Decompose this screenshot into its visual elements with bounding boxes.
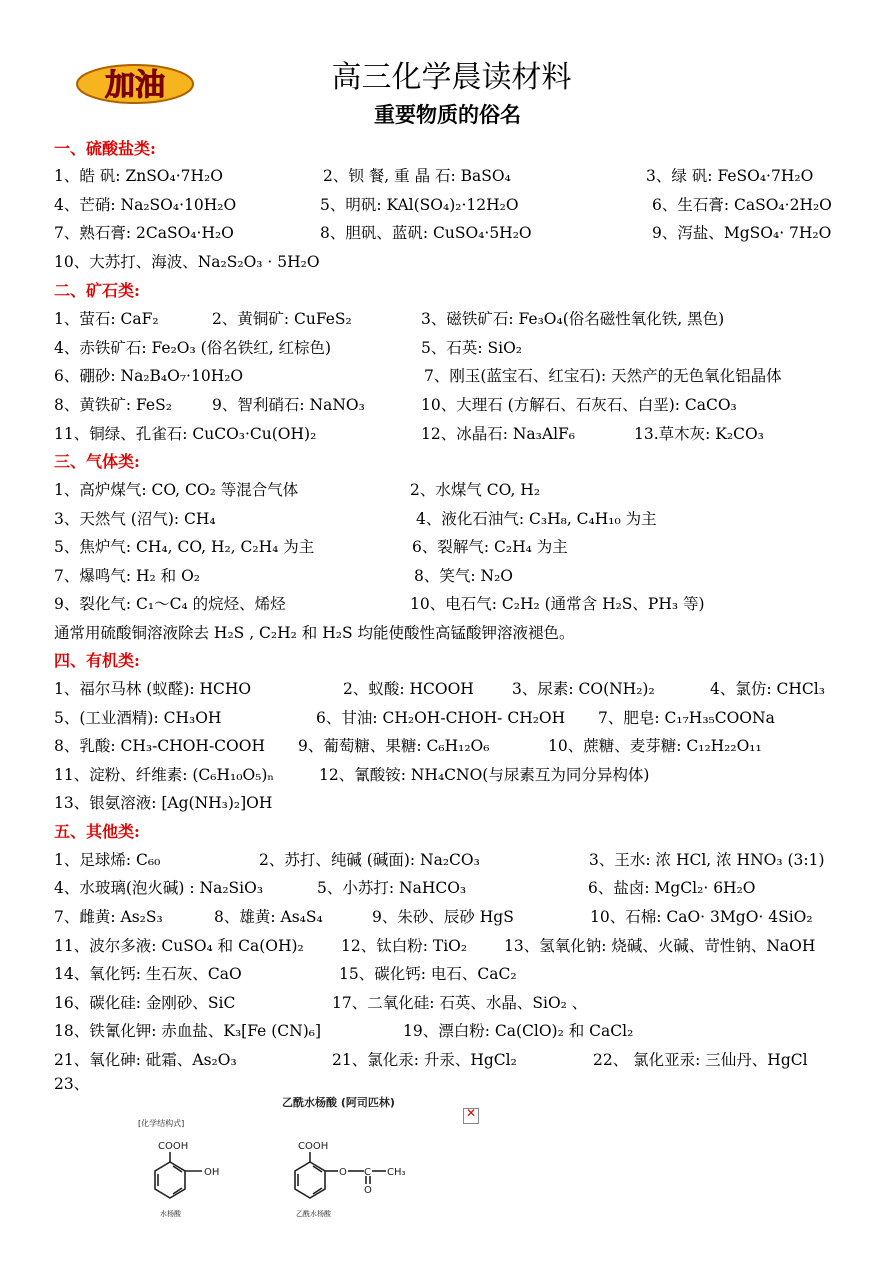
text-row: 11、波尔多液: CuSO₄ 和 Ca(OH)₂ 12、钛白粉: TiO₂ 13、氢氧化钠: 烧碱、火碱、苛性钠、NaOH	[54, 937, 816, 955]
text-row: 通常用硫酸铜溶液除去 H₂S , C₂H₂ 和 H₂S 均能使酸性高锰酸钾溶液褪色。	[54, 624, 575, 642]
broken-image-icon	[463, 1108, 479, 1124]
text-row: 1、皓 矾: ZnSO₄·7H₂O 2、钡 餐, 重 晶 石: BaSO₄ 3、绿 矾: FeSO₄·7H₂O	[54, 167, 814, 185]
section-heading: 二、矿石类:	[54, 281, 140, 300]
text-row: 10、大苏打、海波、Na₂S₂O₃ · 5H₂O	[54, 253, 320, 271]
text-row: 1、足球烯: C₆₀ 2、苏打、纯碱 (碱面): Na₂CO₃ 3、王水: 浓 HCl, 浓 HNO₃ (3:1)	[54, 851, 825, 869]
text-row: 6、硼砂: Na₂B₄O₇·10H₂O 7、刚玉(蓝宝石、红宝石): 天然产的无色氧化铝晶体	[54, 367, 782, 385]
logo-text: 加油	[105, 68, 165, 103]
cooh-label: COOH	[298, 1141, 329, 1152]
text-row: 14、氧化钙: 生石灰、CaO 15、碳化钙: 电石、CaC₂	[54, 965, 517, 983]
text-row: 16、碳化硅: 金刚砂、SiC 17、二氧化硅: 石英、水晶、SiO₂ 、	[54, 994, 588, 1012]
text-row: 7、熟石膏: 2CaSO₄·H₂O 8、胆矾、蓝矾: CuSO₄·5H₂O 9、泻盐、MgSO₄· 7H₂O	[54, 224, 832, 242]
page-subtitle: 重要物质的俗名	[374, 102, 521, 127]
text-row: 4、赤铁矿石: Fe₂O₃ (俗名铁红, 红棕色) 5、石英: SiO₂	[54, 339, 523, 357]
text-row: 11、铜绿、孔雀石: CuCO₃·Cu(OH)₂ 12、冰晶石: Na₃AlF₆ 13.草木灰: K₂CO₃	[54, 425, 764, 443]
text-row: 5、(工业酒精): CH₃OH 6、甘油: CH₂OH-CHOH- CH₂OH 7、肥皂: C₁₇H₃₅COONa	[54, 709, 775, 727]
methyl-label: CH₃	[387, 1167, 406, 1178]
text-row: 8、黄铁矿: FeS₂ 9、智利硝石: NaNO₃ 10、大理石 (方解石、石灰石、白垩): CaCO₃	[54, 396, 737, 414]
text-row: 4、水玻璃(泡火碱) : Na₂SiO₃ 5、小苏打: NaHCO₃ 6、盐卤: MgCl₂· 6H₂O	[54, 879, 756, 897]
text-row: 1、萤石: CaF₂ 2、黄铜矿: CuFeS₂ 3、磁铁矿石: Fe₃O₄(俗名磁性氧化铁, 黑色)	[54, 310, 725, 328]
text-row: 3、天然气 (沼气): CH₄ 4、液化石油气: C₃H₈, C₄H₁₀ 为主	[54, 510, 657, 528]
section-heading: 三、气体类:	[54, 452, 140, 471]
section-heading: 五、其他类:	[54, 822, 140, 841]
text-row: 4、芒硝: Na₂SO₄·10H₂O 5、明矾: KAl(SO₄)₂·12H₂O 6、生石膏: CaSO₄·2H₂O	[54, 196, 832, 214]
text-row: 9、裂化气: C₁～C₄ 的烷烃、烯烃 10、电石气: C₂H₂ (通常含 H₂S、PH₃ 等)	[54, 595, 705, 613]
text-row: 1、福尔马林 (蚁醛): HCHO 2、蚁酸: HCOOH 3、尿素: CO(NH₂)₂ 4、氯仿: CHCl₃	[54, 680, 825, 698]
oxygen-label: O	[339, 1167, 347, 1178]
item-23-number: 23、	[54, 1075, 90, 1093]
text-row: 7、爆鸣气: H₂ 和 O₂ 8、笑气: N₂O	[54, 567, 513, 585]
text-row: 5、焦炉气: CH₄, CO, H₂, C₂H₄ 为主 6、裂解气: C₂H₄ 为主	[54, 538, 568, 556]
page-title: 高三化学晨读材料	[331, 60, 572, 95]
salicylic-acid-label: 水杨酸	[160, 1210, 181, 1218]
carbon-label: C	[364, 1167, 371, 1178]
carbonyl-oxygen-label: O	[364, 1185, 372, 1196]
text-row: 11、淀粉、纤维素: (C₆H₁₀O₅)ₙ 12、氰酸铵: NH₄CNO(与尿素互为同分异构体)	[54, 766, 650, 784]
text-row: 7、雌黄: As₂S₃ 8、雄黄: As₄S₄ 9、朱砂、辰砂 HgS 10、石棉: CaO· 3MgO· 4SiO₂	[54, 908, 813, 926]
text-row: 1、高炉煤气: CO, CO₂ 等混合气体 2、水煤气 CO, H₂	[54, 481, 541, 499]
text-row: 8、乳酸: CH₃-CHOH-COOH 9、葡萄糖、果糖: C₆H₁₂O₆ 10、蔗糖、麦芽糖: C₁₂H₂₂O₁₁	[54, 737, 762, 755]
cooh-label: COOH	[158, 1141, 189, 1152]
text-row: 13、银氨溶液: [Ag(NH₃)₂]OH	[54, 794, 273, 812]
text-row: 18、铁氰化钾: 赤血盐、K₃[Fe (CN)₆] 19、漂白粉: Ca(ClO)₂ 和 CaCl₂	[54, 1022, 634, 1040]
benzene-ring-1	[155, 1162, 185, 1198]
text-row: 21、氧化砷: 砒霜、As₂O₃ 21、氯化汞: 升汞、HgCl₂ 22、 氯化亚汞: 三仙丹、HgCl	[54, 1051, 808, 1069]
benzene-ring-2	[295, 1162, 325, 1198]
aspirin-structure-figure	[132, 1088, 432, 1220]
figure-caption: [化学结构式]	[138, 1119, 185, 1128]
oh-label: OH	[204, 1167, 220, 1178]
section-heading: 四、有机类:	[54, 651, 140, 670]
figure-title: 乙酰水杨酸 (阿司匹林)	[282, 1096, 395, 1109]
acetylsalicylic-acid-label: 乙酰水杨酸	[296, 1210, 331, 1218]
section-heading: 一、硫酸盐类:	[54, 139, 156, 158]
